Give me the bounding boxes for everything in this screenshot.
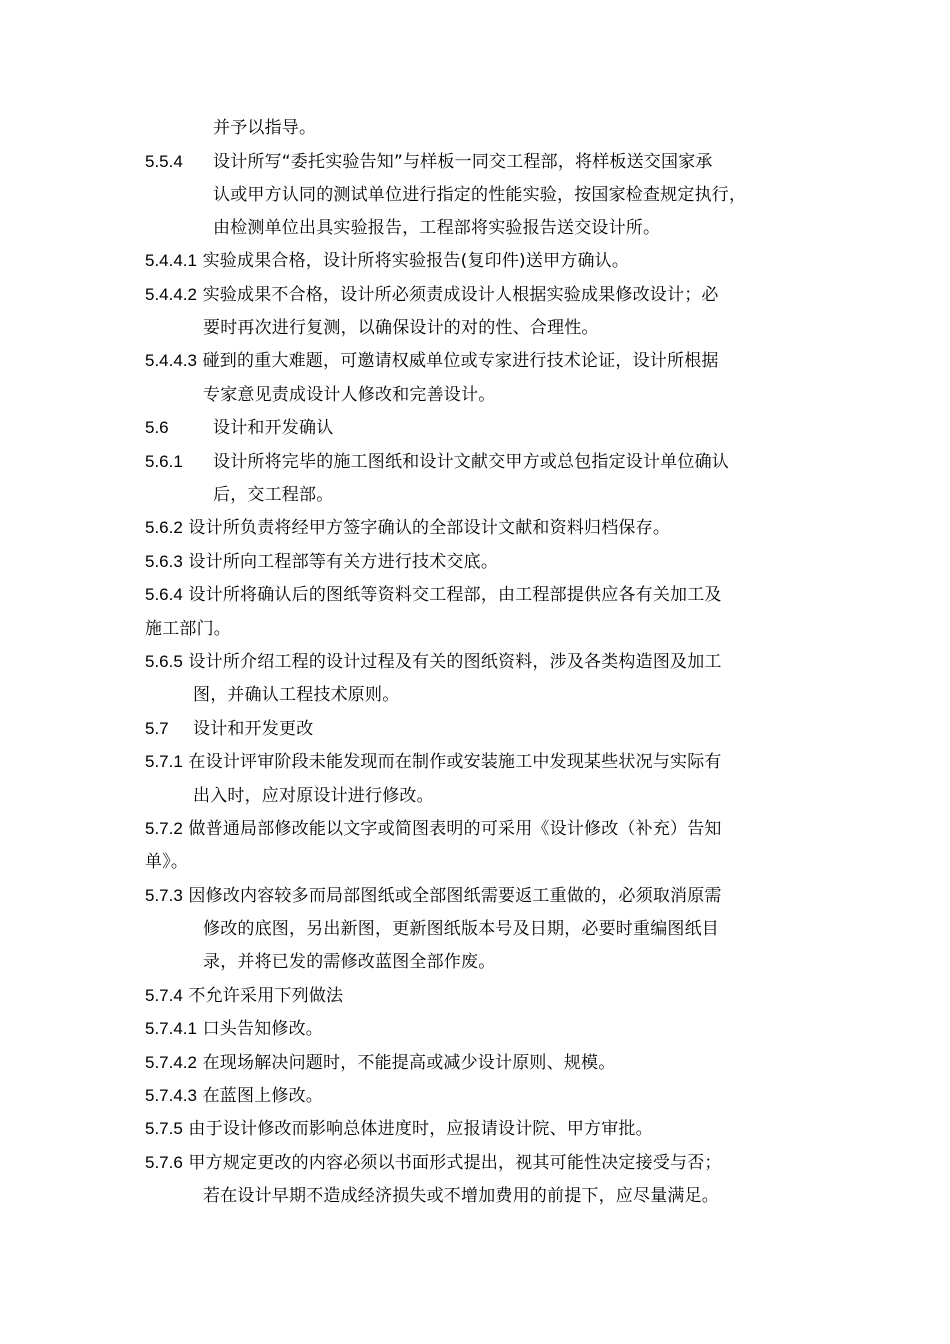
text-line bbox=[145, 284, 719, 306]
text-line bbox=[203, 951, 495, 973]
text-line bbox=[213, 484, 333, 506]
text-line bbox=[145, 618, 231, 640]
section-number: 5.7.6 bbox=[145, 1153, 183, 1172]
section-number: 5.4.4.2 bbox=[145, 285, 197, 304]
text-line bbox=[145, 985, 343, 1007]
section-number: 5.7.2 bbox=[145, 819, 183, 838]
line-text: 图，并确认工程技术原则。 bbox=[193, 685, 400, 705]
text-line bbox=[213, 151, 713, 173]
section-number: 5.7.5 bbox=[145, 1119, 183, 1138]
text-line bbox=[145, 1118, 653, 1140]
text-line bbox=[145, 651, 722, 673]
line-text: 若在设计早期不造成经济损失或不增加费用的前提下，应尽量满足。 bbox=[203, 1186, 719, 1206]
text-line bbox=[145, 718, 169, 740]
section-number: 5.5.4 bbox=[145, 152, 183, 171]
text-line bbox=[145, 818, 722, 840]
section-number: 5.6.4 bbox=[145, 585, 183, 604]
text-line bbox=[145, 1152, 722, 1174]
line-text: 实验成果不合格，设计所必须责成设计人根据实验成果修改设计；必 bbox=[202, 285, 719, 305]
text-line bbox=[203, 1185, 719, 1207]
line-text: 要时再次进行复测，以确保设计的对的性、合理性。 bbox=[203, 318, 599, 338]
text-line bbox=[203, 384, 495, 406]
line-text: 出入时，应对原设计进行修改。 bbox=[193, 786, 434, 806]
section-number: 5.6.1 bbox=[145, 452, 183, 471]
section-number: 5.6.5 bbox=[145, 652, 183, 671]
section-number: 5.7 bbox=[145, 719, 169, 738]
section-number: 5.7.4.1 bbox=[145, 1019, 197, 1038]
text-line bbox=[193, 785, 434, 807]
text-line bbox=[145, 751, 722, 773]
section-number: 5.4.4.1 bbox=[145, 251, 197, 270]
text-line bbox=[145, 1018, 323, 1040]
text-line bbox=[145, 451, 183, 473]
line-text: 设计所向工程部等有关方进行技术交底。 bbox=[188, 552, 499, 572]
text-line bbox=[213, 417, 333, 439]
text-line bbox=[213, 184, 746, 206]
text-line bbox=[145, 551, 498, 573]
text-line bbox=[213, 117, 316, 139]
section-number: 5.7.4.3 bbox=[145, 1086, 197, 1105]
line-text: 不允许采用下列做法 bbox=[188, 986, 344, 1006]
section-number: 5.6.2 bbox=[145, 518, 183, 537]
line-text: 在设计评审阶段未能发现而在制作或安装施工中发现某些状况与实际有 bbox=[188, 752, 722, 772]
line-text: 设计所介绍工程的设计过程及有关的图纸资料，涉及各类构造图及加工 bbox=[188, 652, 722, 672]
line-text: 甲方规定更改的内容必须以书面形式提出，视其可能性决定接受与否； bbox=[188, 1153, 722, 1173]
text-line bbox=[193, 684, 399, 706]
section-number: 5.7.3 bbox=[145, 886, 183, 905]
text-line bbox=[145, 851, 188, 873]
line-text: 施工部门。 bbox=[145, 619, 231, 639]
section-number: 5.6 bbox=[145, 418, 169, 437]
text-line bbox=[213, 217, 660, 239]
line-text: 在现场解决问题时，不能提高或减少设计原则、规模。 bbox=[202, 1053, 616, 1073]
text-line bbox=[213, 451, 729, 473]
line-text: 单》。 bbox=[145, 852, 189, 872]
text-line bbox=[145, 151, 183, 173]
line-text: 实验成果合格，设计所将实验报告(复印件)送甲方确认。 bbox=[202, 251, 630, 271]
section-number: 5.6.3 bbox=[145, 552, 183, 571]
line-text: 设计所将完毕的施工图纸和设计文献交甲方或总包指定设计单位确认 bbox=[213, 452, 729, 472]
line-text: 后，交工程部。 bbox=[213, 485, 334, 505]
line-text: 在蓝图上修改。 bbox=[202, 1086, 324, 1106]
line-text: 设计所将确认后的图纸等资料交工程部，由工程部提供应各有关加工及 bbox=[188, 585, 722, 605]
text-line bbox=[203, 918, 719, 940]
line-text: 口头告知修改。 bbox=[202, 1019, 324, 1039]
line-text: 设计所负责将经甲方签字确认的全部设计文献和资料归档保存。 bbox=[188, 518, 671, 538]
line-text: 因修改内容较多而局部图纸或全部图纸需要返工重做的，必须取消原需 bbox=[188, 886, 722, 906]
section-number: 5.7.1 bbox=[145, 752, 183, 771]
text-line bbox=[193, 718, 313, 740]
section-number: 5.7.4.2 bbox=[145, 1053, 197, 1072]
line-text: 认或甲方认同的测试单位进行指定的性能实验，按国家检查规定执行， bbox=[213, 185, 747, 205]
text-line bbox=[145, 584, 722, 606]
text-line bbox=[145, 417, 169, 439]
line-text: 由于设计修改而影响总体进度时，应报请设计院、甲方审批。 bbox=[188, 1119, 653, 1139]
section-number: 5.7.4 bbox=[145, 986, 183, 1005]
text-line bbox=[145, 350, 719, 372]
line-text: 做普通局部修改能以文字或简图表明的可采用《设计修改（补充）告知 bbox=[188, 819, 722, 839]
line-text: 由检测单位出具实验报告，工程部将实验报告送交设计所。 bbox=[213, 218, 661, 238]
line-text: 设计和开发确认 bbox=[213, 418, 334, 438]
text-line bbox=[145, 1052, 615, 1074]
line-text: 专家意见责成设计人修改和完善设计。 bbox=[203, 385, 496, 405]
section-number: 5.4.4.3 bbox=[145, 351, 197, 370]
text-line bbox=[145, 250, 629, 272]
line-text: 并予以指导。 bbox=[213, 118, 317, 138]
text-line bbox=[145, 517, 670, 539]
text-line bbox=[203, 317, 599, 339]
line-text: 设计所写“委托实验告知”与样板一同交工程部，将样板送交国家承 bbox=[213, 152, 713, 172]
line-text: 修改的底图，另出新图，更新图纸版本号及日期，必要时重编图纸目 bbox=[203, 919, 719, 939]
line-text: 设计和开发更改 bbox=[193, 719, 314, 739]
text-line bbox=[145, 1085, 323, 1107]
line-text: 碰到的重大难题，可邀请权威单位或专家进行技术论证，设计所根据 bbox=[202, 351, 719, 371]
text-line bbox=[145, 885, 722, 907]
line-text: 录，并将已发的需修改蓝图全部作废。 bbox=[203, 952, 496, 972]
